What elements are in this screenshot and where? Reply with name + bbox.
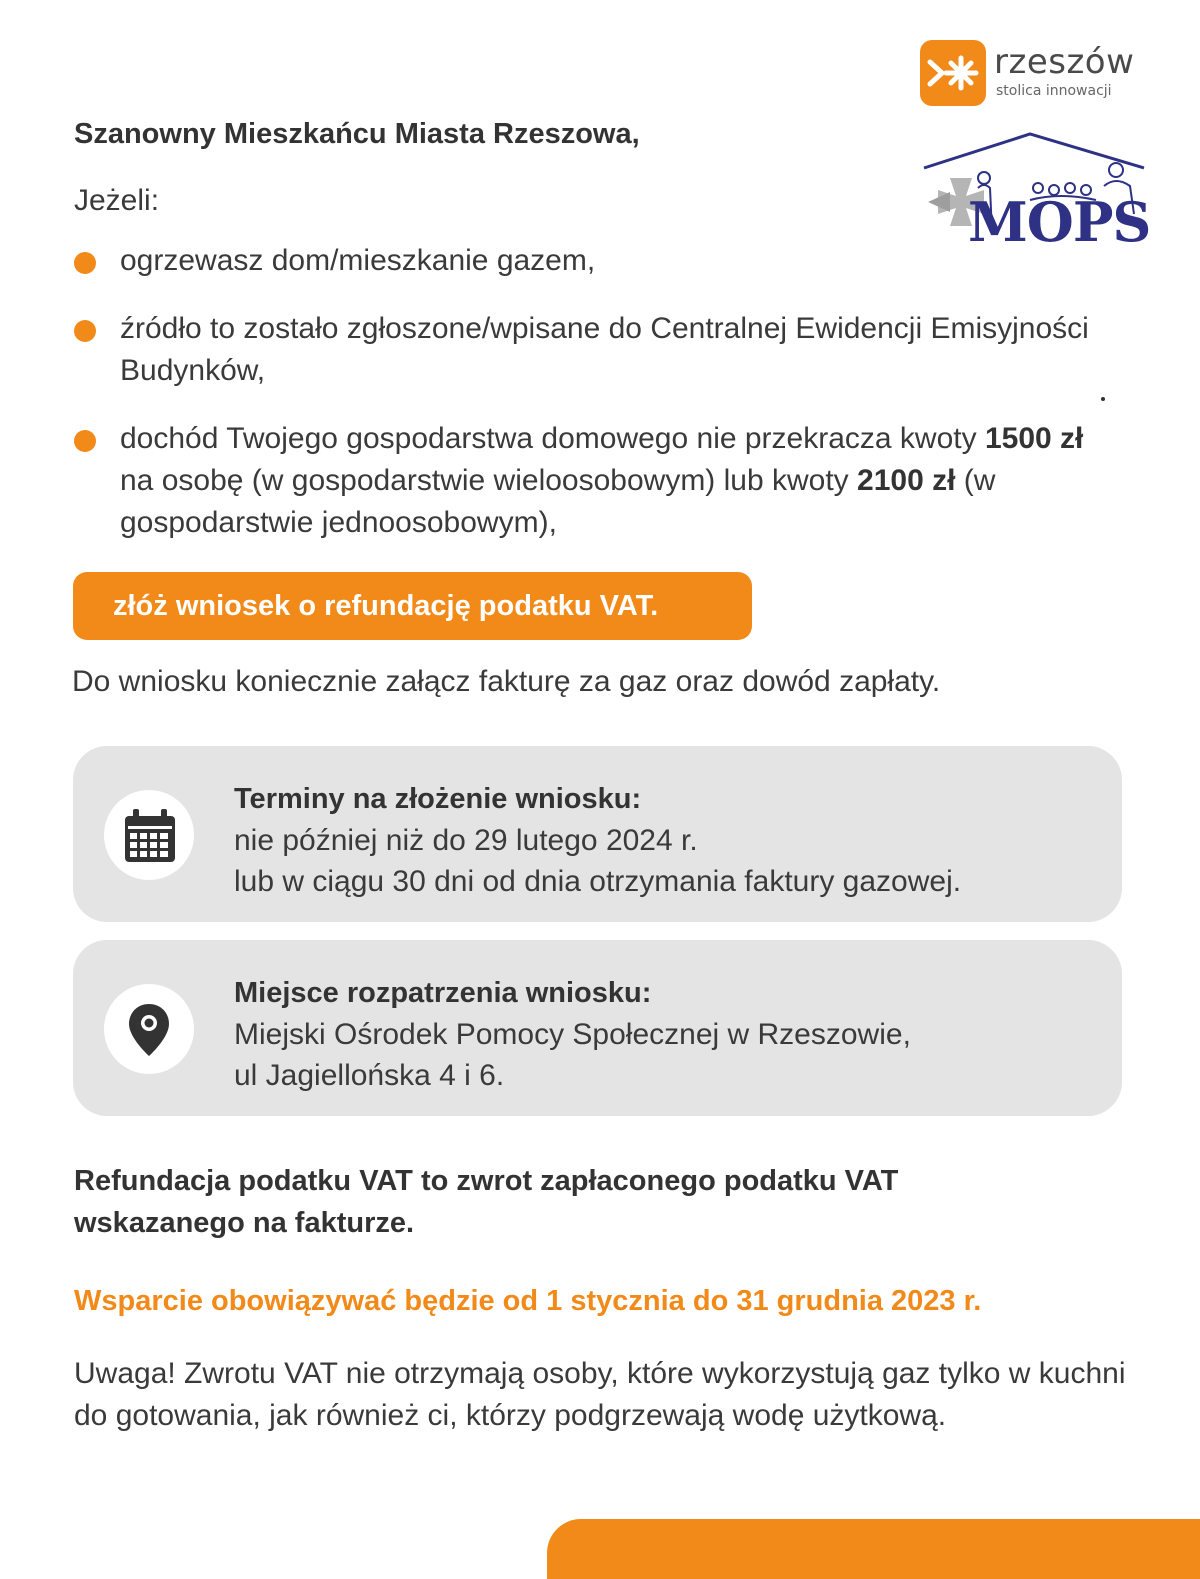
condition-item [74, 308, 1114, 392]
bullet-icon [74, 252, 96, 274]
bullet-icon [74, 430, 96, 452]
condition-text: źródło to zostało zgłoszone/wpisane do Centralnej Ewidencji Emisyjności Budynków, [120, 312, 1089, 387]
warning-note: Uwaga! Zwrotu VAT nie otrzymają osoby, które wykorzystują gaz tylko w kuchni do gotowania, jak również ci, którzy podgrzewają wodę użytkową. [74, 1357, 1126, 1432]
place-card [73, 940, 1122, 1116]
deadline-line: nie później niż do 29 lutego 2024 r. [234, 824, 698, 857]
city-name: rzeszów [994, 42, 1135, 82]
deadline-text [234, 778, 1114, 902]
condition-item [74, 240, 1114, 282]
attach-note: Do wniosku koniecznie załącz fakturę za gaz oraz dowód zapłaty. [72, 665, 941, 698]
deadline-heading: Terminy na złożenie wniosku: [234, 783, 642, 815]
place-text [234, 972, 1114, 1096]
submit-application-button[interactable]: złóż wniosek o refundację podatku VAT. [73, 572, 752, 640]
place-icon-circle [104, 984, 194, 1074]
city-tagline: stolica innowacji [996, 83, 1112, 99]
conditions-list [74, 240, 1114, 544]
condition-item [74, 418, 1114, 544]
bullet-icon [74, 320, 96, 342]
deadline-card [73, 746, 1122, 922]
income-limit-multi: 1500 zł [984, 422, 1084, 455]
map-pin-icon [104, 984, 194, 1074]
condition-text-after: (w gospodarstwie jednoosobowym), [120, 464, 996, 539]
place-line: Miejski Ośrodek Pomocy Społecznej w Rzeszowie, [234, 1018, 911, 1051]
condition-text-before: dochód Twojego gospodarstwa domowego nie przekracza kwoty [120, 422, 977, 455]
deadline-line: lub w ciągu 30 dni od dnia otrzymania faktury gazowej. [234, 865, 962, 898]
stray-dot [1101, 397, 1105, 401]
rzeszow-logo-mark-icon [920, 40, 986, 106]
intro: Jeżeli: [74, 184, 160, 217]
deadline-icon-circle [104, 790, 194, 880]
rzeszow-logo [920, 40, 1150, 108]
income-limit-single: 2100 zł [857, 464, 956, 497]
calendar-icon [104, 790, 194, 880]
place-line: ul Jagiellońska 4 i 6. [234, 1059, 505, 1092]
greeting: Szanowny Mieszkańcu Miasta Rzeszowa, [74, 118, 640, 150]
condition-text-middle: na osobę (w gospodarstwie wieloosobowym) lub kwoty [120, 464, 849, 497]
mops-name: MOPS [968, 190, 1151, 254]
condition-text: ogrzewasz dom/mieszkanie gazem, [120, 244, 596, 277]
support-period: Wsparcie obowiązywać będzie od 1 stycznia do 31 grudnia 2023 r. [74, 1285, 982, 1317]
refund-definition: Refundacja podatku VAT to zwrot zapłaconego podatku VAT wskazanego na fakturze. [74, 1165, 899, 1239]
place-heading: Miejsce rozpatrzenia wniosku: [234, 977, 652, 1009]
footer-accent-bar [547, 1519, 1200, 1579]
